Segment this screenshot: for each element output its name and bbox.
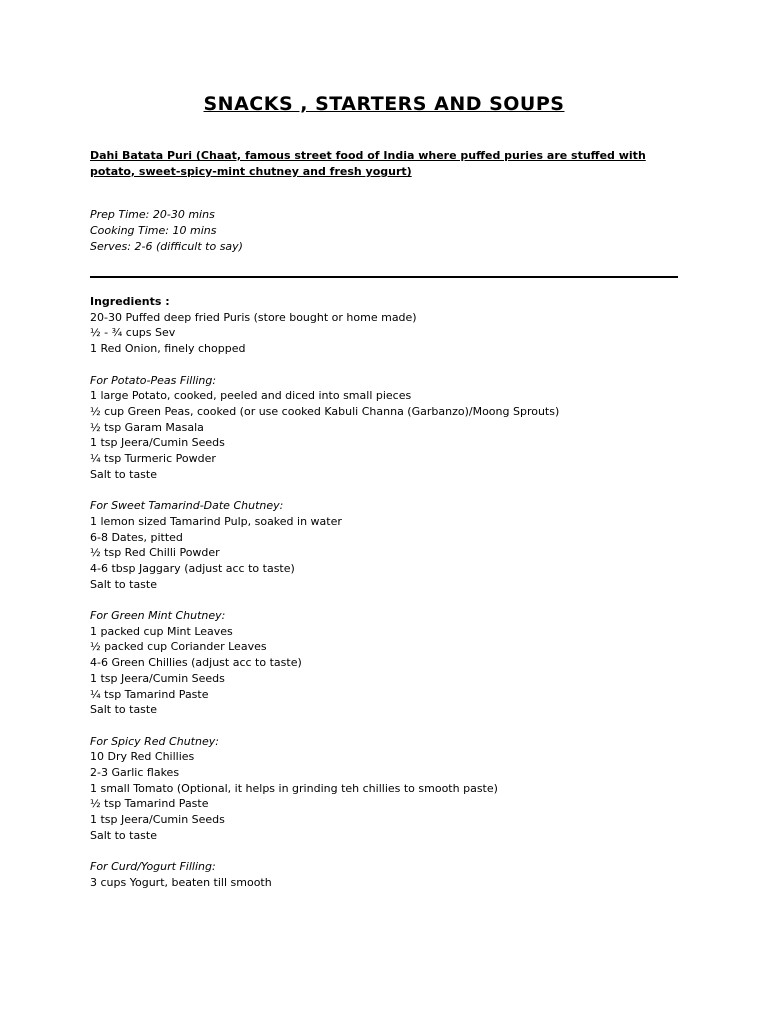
ingredient-item: 10 Dry Red Chillies	[90, 750, 195, 764]
recipe-title: Dahi Batata Puri (Chaat, famous street food of India where puffed puries are stuffed with potato, sweet-spicy-mint chutney and fresh yogurt)	[90, 149, 646, 178]
ingredient-item: 3 cups Yogurt, beaten till smooth	[90, 875, 272, 889]
cooking-time: Cooking Time: 10 mins	[90, 224, 217, 237]
recipe-meta	[90, 207, 680, 255]
serves: Serves: 2-6 (difficult to say)	[90, 240, 243, 253]
page-title: SNACKS , STARTERS AND SOUPS	[203, 93, 565, 115]
ingredient-item: 2-3 Garlic flakes	[90, 766, 180, 780]
ingredient-item: 1 tsp Jeera/Cumin Seeds	[90, 436, 225, 450]
ingredient-item: ¼ tsp Tamarind Paste	[90, 687, 209, 701]
ingredients-section	[90, 294, 710, 906]
ingredients-heading: Ingredients :	[90, 295, 170, 308]
ingredient-item: Salt to taste	[90, 577, 157, 591]
ingredient-item: 1 small Tomato (Optional, it helps in grinding teh chillies to smooth paste)	[90, 781, 498, 795]
ingredient-group-green-mint	[90, 608, 710, 718]
ingredient-item: 6-8 Dates, pitted	[90, 530, 183, 544]
ingredient-group-curd-yogurt	[90, 859, 710, 890]
ingredient-item: ½ - ¾ cups Sev	[90, 326, 176, 340]
group-title: For Green Mint Chutney:	[90, 609, 226, 623]
ingredient-item: ½ tsp Tamarind Paste	[90, 797, 209, 811]
ingredient-item: 20-30 Puffed deep fried Puris (store bought or home made)	[90, 310, 417, 324]
group-title: For Sweet Tamarind-Date Chutney:	[90, 499, 284, 513]
group-title: For Potato-Peas Filling:	[90, 373, 217, 387]
group-title: For Spicy Red Chutney:	[90, 734, 219, 748]
ingredient-item: ¼ tsp Turmeric Powder	[90, 452, 216, 466]
ingredient-item: 4-6 tbsp Jaggary (adjust acc to taste)	[90, 561, 295, 575]
ingredient-item: 1 tsp Jeera/Cumin Seeds	[90, 671, 225, 685]
ingredient-group-tamarind-date	[90, 498, 710, 592]
ingredient-item: 1 Red Onion, finely chopped	[90, 342, 246, 356]
ingredient-item: ½ packed cup Coriander Leaves	[90, 640, 267, 654]
ingredient-item: 1 large Potato, cooked, peeled and diced into small pieces	[90, 389, 412, 403]
ingredient-item: Salt to taste	[90, 467, 157, 481]
ingredient-item: 1 packed cup Mint Leaves	[90, 624, 233, 638]
ingredient-item: 1 lemon sized Tamarind Pulp, soaked in water	[90, 514, 342, 528]
base-ingredients	[90, 310, 710, 357]
ingredient-item: ½ tsp Red Chilli Powder	[90, 546, 220, 560]
horizontal-divider	[90, 276, 678, 278]
ingredient-item: ½ tsp Garam Masala	[90, 420, 204, 434]
ingredient-item: ½ cup Green Peas, cooked (or use cooked Kabuli Channa (Garbanzo)/Moong Sprouts)	[90, 404, 560, 418]
ingredient-group-potato-peas	[90, 373, 710, 483]
ingredient-item: Salt to taste	[90, 828, 157, 842]
ingredient-item: 4-6 Green Chillies (adjust acc to taste)	[90, 656, 302, 670]
ingredient-item: Salt to taste	[90, 703, 157, 717]
ingredient-group-spicy-red	[90, 734, 710, 844]
ingredient-item: 1 tsp Jeera/Cumin Seeds	[90, 813, 225, 827]
prep-time: Prep Time: 20-30 mins	[90, 208, 215, 221]
group-title: For Curd/Yogurt Filling:	[90, 860, 216, 874]
